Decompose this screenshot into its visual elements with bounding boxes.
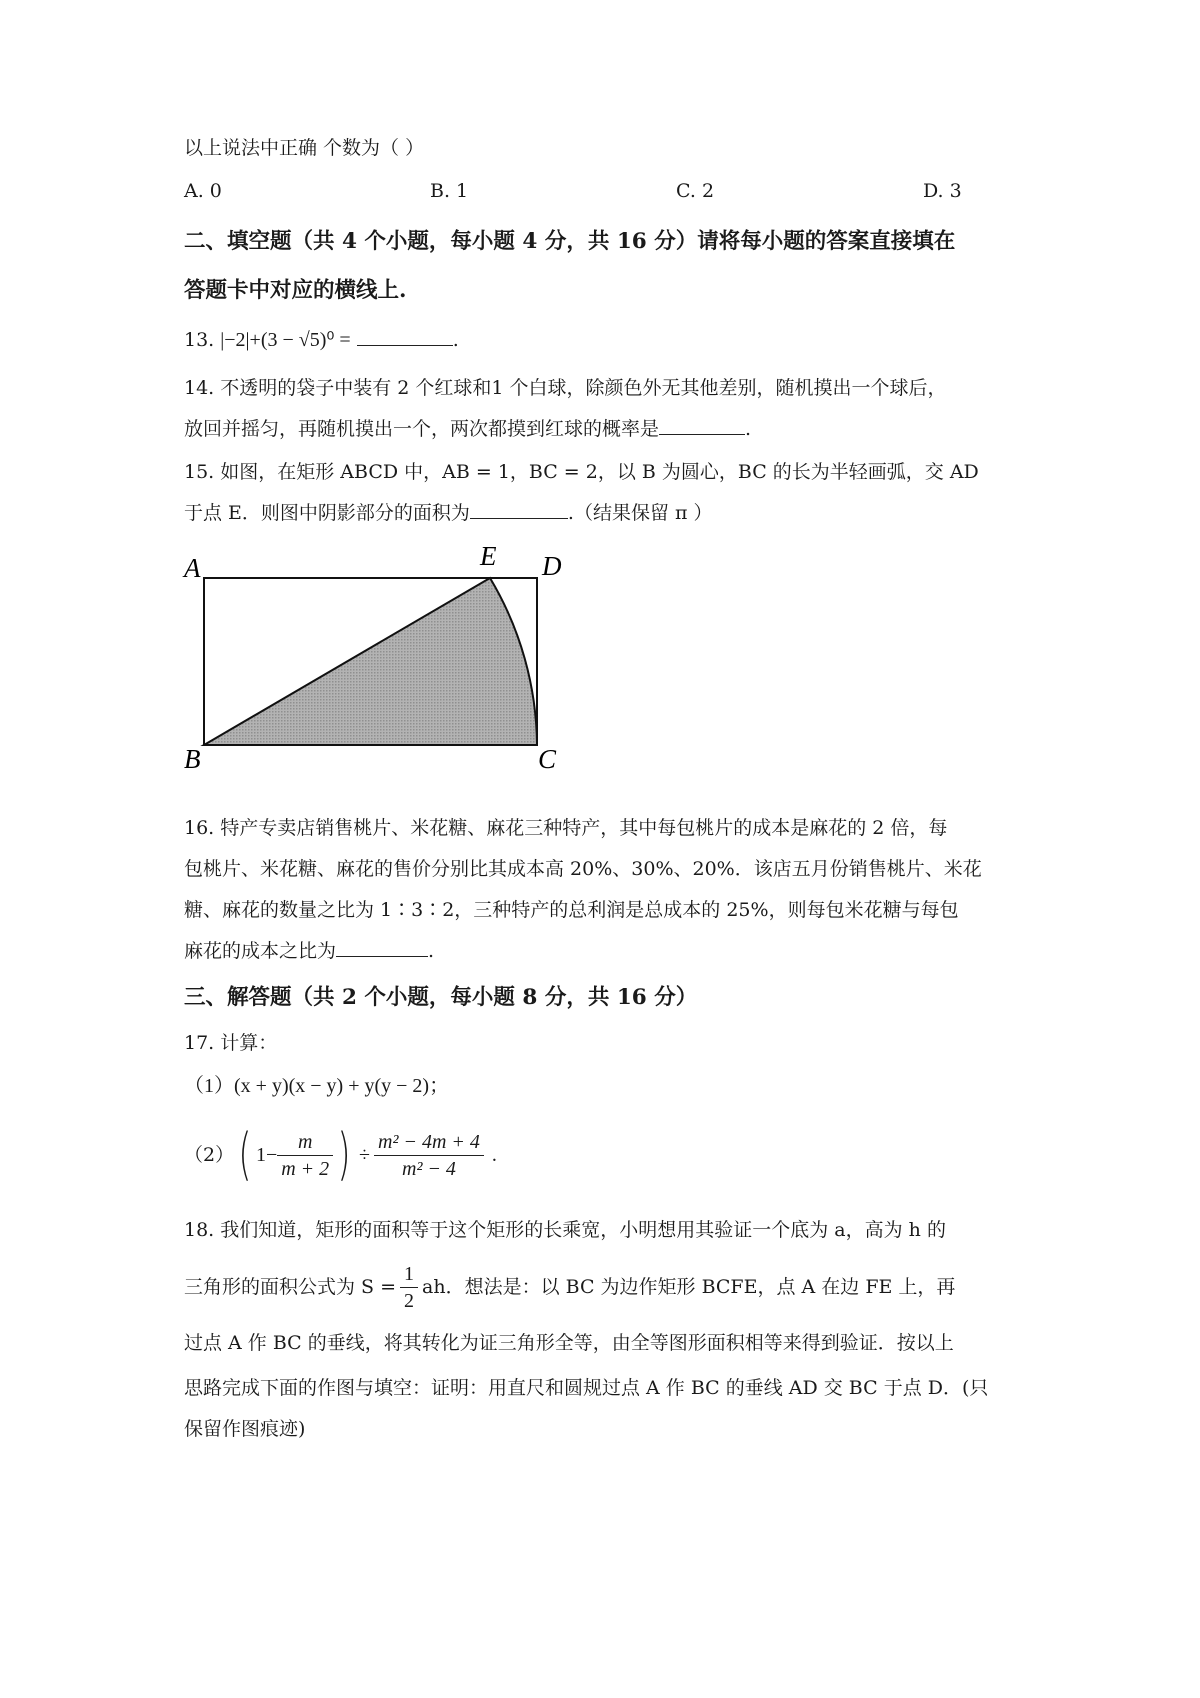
q14-answer-blank	[659, 416, 745, 435]
label-a: A	[184, 553, 201, 583]
section2-heading-line1: 二、填空题（共 4 个小题，每小题 4 分，共 16 分）请将每小题的答案直接填在	[184, 229, 956, 254]
q13-line: 13. |−2|+(3 − √5)⁰ = .	[184, 329, 459, 351]
q17-part2	[184, 1122, 497, 1188]
q15-line2-tail: .（结果保留 π ）	[567, 502, 713, 524]
q13-expression: |−2|+(3 − √5)⁰ =	[220, 329, 351, 351]
q14-line2-text: 放回并摇匀，再随机摸出一个，两次都摸到红球的概率是	[184, 418, 660, 440]
q12-option-d: D. 3	[923, 180, 962, 202]
q12-stem: 以上说法中正确 个数为（ ）	[184, 137, 425, 159]
q17-part2-period: .	[491, 1143, 497, 1166]
q16-line1: 16. 特产专卖店销售桃片、米花糖、麻花三种特产，其中每包桃片的成本是麻花的 2 倍，每	[184, 817, 948, 839]
q17-title: 17. 计算：	[184, 1032, 278, 1054]
q18-line3: 过点 A 作 BC 的垂线，将其转化为证三角形全等，由全等图形面积相等来得到验证．按以上	[184, 1332, 954, 1354]
q12-option-c: C. 2	[676, 180, 715, 202]
q18-line4: 思路完成下面的作图与填空：证明：用直尺和圆规过点 A 作 BC 的垂线 AD 交 BC 于点 D．(只	[184, 1377, 989, 1399]
q16-line3: 糖、麻花的数量之比为 1∶3∶2，三种特产的总利润是总成本的 25%，则每包米花糖与每包	[184, 899, 959, 921]
q15-line2	[184, 500, 713, 527]
fraction1-numerator: m	[277, 1129, 333, 1156]
q15-figure	[170, 540, 590, 780]
section3-heading: 三、解答题（共 2 个小题，每小题 8 分，共 16 分）	[184, 985, 698, 1010]
label-d: D	[542, 551, 562, 581]
q18-line2	[184, 1257, 955, 1317]
q18-line2-text: 三角形的面积公式为 S =	[184, 1275, 397, 1298]
fraction2-numerator: m² − 4m + 4	[374, 1129, 484, 1156]
half-numerator: 1	[400, 1261, 418, 1288]
label-b: B	[184, 744, 201, 774]
q16-answer-blank	[336, 938, 428, 957]
fraction1-denominator: m + 2	[281, 1157, 330, 1180]
right-paren: )	[337, 1122, 351, 1187]
q13-number: 13.	[184, 329, 215, 351]
section2-heading-line2: 答题卡中对应的横线上.	[184, 278, 407, 303]
q17-part2-one-minus: 1−	[255, 1143, 278, 1166]
q17-part1: （1）(x + y)(x − y) + y(y − 2)；	[184, 1075, 450, 1097]
q15-answer-blank	[470, 500, 568, 519]
q14-line2: 放回并摇匀，再随机摸出一个，两次都摸到红球的概率是 .	[184, 418, 752, 440]
q16-line2: 包桃片、米花糖、麻花的售价分别比其成本高 20%、30%、20%．该店五月份销售桃片、米花	[184, 858, 982, 880]
q17-part2-label: （2）	[184, 1143, 235, 1166]
q16-line4-text: 麻花的成本之比为	[184, 940, 337, 962]
shaded-region	[204, 578, 537, 745]
label-e: E	[480, 541, 497, 571]
q18-line5: 保留作图痕迹)	[184, 1418, 306, 1440]
fraction-one-half	[400, 1261, 418, 1314]
q13-answer-blank	[357, 327, 453, 346]
q15-line1: 15. 如图，在矩形 ABCD 中，AB = 1，BC = 2，以 B 为圆心，BC 的长为半轻画弧，交 AD	[184, 461, 979, 483]
q18-line2-tail: ah．想法是：以 BC 为边作矩形 BCFE，点 A 在边 FE 上，再	[422, 1275, 956, 1298]
fraction-quadratic	[374, 1129, 484, 1182]
left-paren: (	[238, 1122, 252, 1187]
label-c: C	[538, 744, 557, 774]
q16-line4: 麻花的成本之比为 .	[184, 940, 435, 962]
fraction-m-over-m-plus-2	[277, 1129, 333, 1182]
divide-sign: ÷	[359, 1143, 371, 1166]
fraction2-denominator: m² − 4	[402, 1157, 456, 1180]
q18-line1: 18. 我们知道，矩形的面积等于这个矩形的长乘宽，小明想用其验证一个底为 a，高为 h 的	[184, 1219, 946, 1241]
q12-option-a: A. 0	[184, 180, 222, 202]
q15-line2-text: 于点 E．则图中阴影部分的面积为	[184, 502, 470, 524]
q12-option-b: B. 1	[430, 180, 469, 202]
q14-line1: 14. 不透明的袋子中装有 2 个红球和1 个白球，除颜色外无其他差别，随机摸出一个球后，	[184, 377, 947, 399]
half-denominator: 2	[404, 1289, 415, 1312]
